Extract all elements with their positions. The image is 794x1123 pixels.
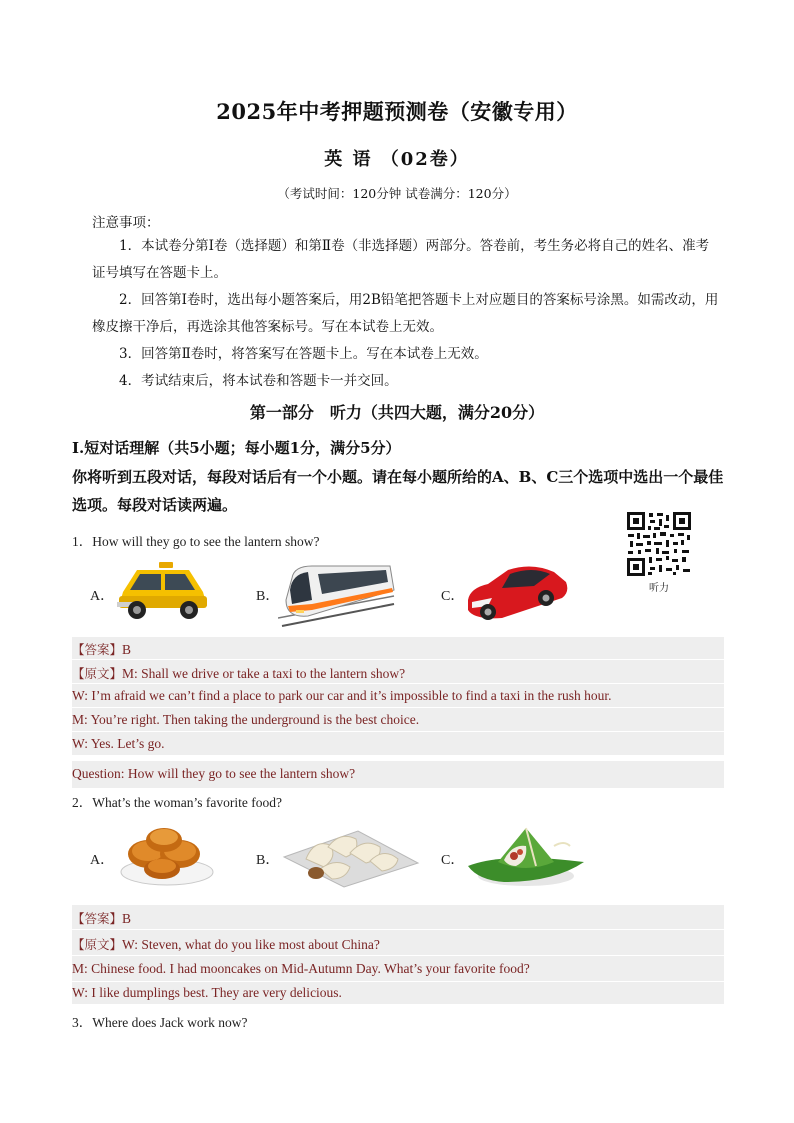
- option-label-a: A．: [90, 853, 115, 868]
- answer-block-2: [72, 905, 724, 1005]
- transcript-tag: 【原文】: [72, 666, 123, 681]
- note-item: 2．回答第Ⅰ卷时，选出每小题答案后，用2B铅笔把答题卡上对应题目的答案标号涂黑。如需改动，用橡皮擦干净后，再选涂其他答案标号。写在本试卷上无效。: [92, 292, 719, 335]
- transcript-row: [72, 661, 724, 684]
- taxi-image: [115, 560, 210, 622]
- answer-block-1-question: [72, 761, 724, 788]
- answer-text: [72, 640, 131, 658]
- transcript-line: [72, 935, 380, 953]
- exam-subtitle: 英 语 （02卷）: [324, 149, 470, 170]
- transcript-row: [72, 733, 724, 756]
- note-item: 4．考试结束后，将本试卷和答题卡一并交回。: [119, 373, 398, 389]
- subway-train-image: [278, 560, 398, 630]
- transcript-row: [72, 983, 724, 1005]
- option-label-b: B．: [256, 589, 280, 604]
- transcript-text: W: Steven, what do you like most about China?: [122, 937, 380, 952]
- option-label-a: A．: [90, 589, 115, 604]
- transcript-line: W: I like dumplings best. They are very delicious.: [72, 985, 342, 1000]
- answer-tag: 【答案】: [72, 911, 123, 926]
- dumplings-image: [280, 823, 420, 889]
- part-title: 第一部分 听力（共四大题，满分20分）: [249, 403, 545, 422]
- answer-row: [72, 637, 724, 660]
- section-instruction: 你将听到五段对话，每段对话后有一个小题。请在每小题所给的A、B、C三个选项中选出一个最佳选项。每段对话读两遍。: [72, 468, 724, 514]
- transcript-row: [72, 709, 724, 732]
- question-3: 3．Where does Jack work now?: [72, 1015, 248, 1030]
- answer-block-1: [72, 637, 724, 755]
- transcript-line: Question: How will they go to see the lantern show?: [72, 766, 356, 781]
- transcript-line: W: Yes. Let’s go.: [72, 736, 165, 751]
- answer-value: B: [122, 642, 132, 657]
- transcript-line: W: I’m afraid we can’t find a place to park our car and it’s impossible to find a taxi in the rush hour.: [72, 688, 612, 703]
- option-label-b: B．: [256, 853, 280, 868]
- section-title: Ⅰ.短对话理解（共5小题；每小题1分，满分5分）: [72, 439, 401, 457]
- note-item: 1．本试卷分第Ⅰ卷（选择题）和第Ⅱ卷（非选择题）两部分。答卷前，考生务必将自己的姓名、准考证号填写在答题卡上。: [92, 238, 710, 281]
- question-1: 1．How will they go to see the lantern show?: [72, 534, 320, 549]
- qr-caption: 听力: [649, 583, 669, 594]
- answer-text: [72, 909, 131, 927]
- transcript-line: [72, 664, 405, 682]
- transcript-tag: 【原文】: [72, 937, 123, 952]
- question-2: 2．What’s the woman’s favorite food?: [72, 795, 282, 810]
- transcript-line: M: Chinese food. I had mooncakes on Mid-Autumn Day. What’s your favorite food?: [72, 961, 530, 976]
- transcript-row: [72, 685, 724, 708]
- notes-title: 注意事项：: [92, 215, 160, 231]
- qr-code-icon[interactable]: [626, 511, 692, 577]
- answer-tag: 【答案】: [72, 642, 123, 657]
- transcript-row: [72, 957, 724, 982]
- transcript-line: M: You’re right. Then taking the underground is the best choice.: [72, 712, 420, 727]
- answer-value: B: [122, 911, 132, 926]
- transcript-text: M: Shall we drive or take a taxi to the lantern show?: [122, 666, 406, 681]
- red-car-image: [462, 558, 572, 626]
- answer-row: [72, 905, 724, 930]
- zongzi-image: [464, 822, 586, 890]
- mooncakes-image: [118, 822, 216, 888]
- transcript-row: [72, 931, 724, 956]
- option-label-c: C．: [441, 589, 465, 604]
- exam-info: （考试时间：120分钟 试卷满分：120分）: [277, 186, 517, 201]
- exam-title: 2025年中考押题预测卷（安徽专用）: [216, 99, 578, 124]
- option-label-c: C．: [441, 853, 465, 868]
- note-item: 3．回答第Ⅱ卷时，将答案写在答题卡上。写在本试卷上无效。: [119, 346, 488, 362]
